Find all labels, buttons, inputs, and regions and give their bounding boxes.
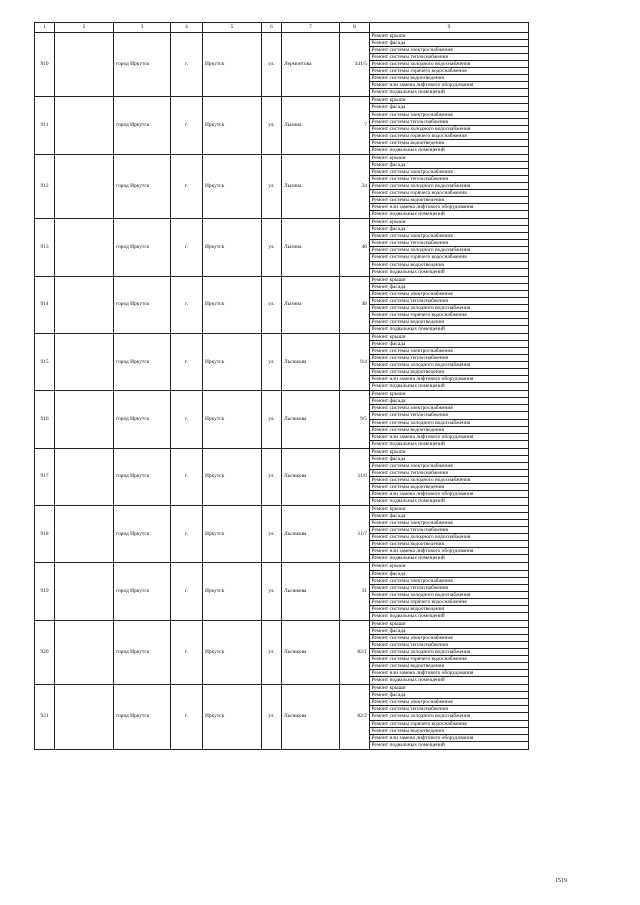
work-item: Ремонт крыши	[370, 97, 528, 104]
table-row	[35, 620, 529, 684]
work-item: Ремонт крыши	[370, 277, 528, 284]
work-item: Ремонт системы горячего водоснабжения	[370, 656, 528, 663]
row-number: 920	[35, 620, 55, 684]
row-town: Иркутск	[203, 685, 262, 749]
work-item: Ремонт фасада	[370, 40, 528, 47]
work-item: Ремонт подвальных помещений	[371, 498, 445, 505]
work-item: Ремонт системы горячего водоснабжения	[370, 68, 528, 75]
row-street-type: ул.	[262, 563, 282, 620]
work-item: Ремонт системы горячего водоснабжения	[370, 721, 528, 728]
row-house-number: 48	[340, 276, 370, 333]
work-item: Ремонт системы горячего водоснабжения	[370, 254, 528, 261]
row-city-type: г.	[171, 391, 203, 448]
work-item: Ремонт подвальных помещений	[371, 555, 445, 562]
column-header-9: 9	[370, 23, 529, 33]
column-header-7: 7	[282, 23, 340, 33]
work-item: Ремонт или замена лифтового оборудования	[370, 548, 528, 555]
work-item: Ремонт подвальных помещений	[371, 677, 445, 684]
row-municipality: город Иркутск	[114, 97, 171, 154]
row-house-number: 46	[340, 219, 370, 276]
work-item: Ремонт или замена лифтового оборудования	[370, 204, 528, 211]
work-item: Ремонт системы электроснабжения	[370, 291, 528, 298]
work-item: Ремонт или замена лифтового оборудования	[370, 82, 528, 89]
row-blank	[55, 219, 114, 276]
column-header-8: 8	[340, 23, 370, 33]
work-item: Ремонт фасада	[370, 226, 528, 233]
row-street: Льсюкова	[282, 685, 340, 749]
work-item: Ремонт системы теплоснабжения	[370, 412, 528, 419]
work-item: Ремонт системы электроснабжения	[370, 463, 528, 470]
row-house-number: 341/5	[340, 33, 370, 97]
work-item: Ремонт подвальных помещений	[371, 211, 445, 218]
work-item: Ремонт системы холодного водоснабжения	[370, 247, 528, 254]
row-street-type: ул.	[262, 97, 282, 154]
work-item: Ремонт системы холодного водоснабжения	[370, 713, 528, 720]
row-blank	[55, 276, 114, 333]
table-row	[35, 154, 529, 218]
row-town: Иркутск	[203, 33, 262, 97]
work-item: Ремонт системы теплоснабжения	[370, 176, 528, 183]
row-blank	[55, 620, 114, 684]
table-row	[35, 219, 529, 276]
row-street: Лызина	[282, 219, 340, 276]
work-item: Ремонт системы горячего водоснабжения	[370, 599, 528, 606]
table-row	[35, 506, 529, 563]
column-header-3: 3	[114, 23, 171, 33]
work-item: Ремонт фасада	[370, 692, 528, 699]
row-works-list	[370, 506, 529, 563]
work-item: Ремонт системы водоотведения	[370, 427, 528, 434]
row-house-number: 11/6	[340, 448, 370, 505]
row-street: Льсюкова	[282, 620, 340, 684]
row-blank	[55, 154, 114, 218]
column-header-1: 1	[35, 23, 55, 33]
work-item: Ремонт фасада	[370, 284, 528, 291]
row-town: Иркутск	[203, 506, 262, 563]
row-city-type: г.	[171, 333, 203, 390]
row-blank	[55, 333, 114, 390]
work-item: Ремонт системы водоотведения	[370, 541, 528, 548]
row-street-type: ул.	[262, 33, 282, 97]
row-municipality: город Иркутск	[114, 506, 171, 563]
row-works-list	[370, 333, 529, 390]
row-house-number: 34	[340, 154, 370, 218]
row-street-type: ул.	[262, 333, 282, 390]
work-item: Ремонт системы электроснабжения	[370, 635, 528, 642]
table-row	[35, 333, 529, 390]
row-works-list	[370, 97, 529, 154]
row-municipality: город Иркутск	[114, 219, 171, 276]
row-number: 911	[35, 97, 55, 154]
row-town: Иркутск	[203, 448, 262, 505]
row-municipality: город Иркутск	[114, 333, 171, 390]
work-item: Ремонт крыши	[370, 621, 528, 628]
row-town: Иркутск	[203, 563, 262, 620]
work-item: Ремонт крыши	[370, 563, 528, 570]
row-number: 913	[35, 219, 55, 276]
work-item: Ремонт крыши	[370, 506, 528, 513]
row-number: 914	[35, 276, 55, 333]
row-street: Льсюкова	[282, 563, 340, 620]
page-number: 1519	[555, 878, 567, 884]
row-house-number: 9/4	[340, 333, 370, 390]
work-item: Ремонт системы горячего водоснабжения	[370, 190, 528, 197]
work-item: Ремонт системы водоотведения	[370, 484, 528, 491]
work-item: Ремонт фасада	[370, 571, 528, 578]
row-street: Льсюкова	[282, 506, 340, 563]
row-street: Льсюкова	[282, 448, 340, 505]
work-item: Ремонт крыши	[370, 155, 528, 162]
work-item: Ремонт системы водоотведения	[370, 262, 528, 269]
work-item: Ремонт системы холодного водоснабжения	[370, 420, 528, 427]
work-item: Ремонт системы электроснабжения	[370, 348, 528, 355]
row-municipality: город Иркутск	[114, 685, 171, 749]
column-number-header-row	[35, 23, 529, 33]
work-item: Ремонт системы электроснабжения	[370, 112, 528, 119]
work-item: Ремонт подвальных помещений	[371, 268, 445, 275]
row-house-number: 7	[340, 97, 370, 154]
row-street-type: ул.	[262, 391, 282, 448]
work-item: Ремонт системы водоотведения	[370, 663, 528, 670]
row-number: 917	[35, 448, 55, 505]
row-city-type: г.	[171, 97, 203, 154]
row-works-list	[370, 276, 529, 333]
row-blank	[55, 506, 114, 563]
row-blank	[55, 563, 114, 620]
work-item: Ремонт системы холодного водоснабжения	[370, 477, 528, 484]
table-body	[35, 33, 529, 750]
work-item: Ремонт подвальных помещений	[371, 440, 445, 447]
work-item: Ремонт или замена лифтового оборудования	[370, 491, 528, 498]
work-item: Ремонт системы водоотведения	[370, 606, 528, 613]
row-blank	[55, 33, 114, 97]
row-number: 918	[35, 506, 55, 563]
row-municipality: город Иркутск	[114, 448, 171, 505]
row-number: 912	[35, 154, 55, 218]
work-item: Ремонт системы теплоснабжения	[370, 119, 528, 126]
table-row	[35, 448, 529, 505]
work-item: Ремонт системы электроснабжения	[370, 520, 528, 527]
work-item: Ремонт системы электроснабжения	[370, 578, 528, 585]
work-item: Ремонт системы холодного водоснабжения	[370, 305, 528, 312]
row-works-list	[370, 33, 529, 97]
table-row	[35, 33, 529, 97]
row-town: Иркутск	[203, 154, 262, 218]
column-header-5: 5	[203, 23, 262, 33]
work-item: Ремонт крыши	[370, 685, 528, 692]
row-works-list	[370, 685, 529, 749]
work-item: Ремонт системы теплоснабжения	[370, 470, 528, 477]
work-item: Ремонт системы холодного водоснабжения	[370, 183, 528, 190]
work-item: Ремонт или замена лифтового оборудования	[370, 376, 528, 383]
row-municipality: город Иркутск	[114, 276, 171, 333]
repair-register-sheet	[34, 22, 529, 750]
row-street: Лермонтова	[282, 33, 340, 97]
row-street: Льсюкова	[282, 333, 340, 390]
work-item: Ремонт крыши	[370, 449, 528, 456]
work-item: Ремонт системы теплоснабжения	[370, 54, 528, 61]
row-city-type: г.	[171, 620, 203, 684]
row-city-type: г.	[171, 154, 203, 218]
table-row	[35, 563, 529, 620]
work-item: Ремонт системы теплоснабжения	[370, 240, 528, 247]
row-blank	[55, 391, 114, 448]
work-item: Ремонт системы водоотведения	[370, 197, 528, 204]
work-item: Ремонт фасада	[370, 398, 528, 405]
work-item: Ремонт подвальных помещений	[371, 383, 445, 390]
work-item: Ремонт крыши	[370, 33, 528, 40]
row-works-list	[370, 391, 529, 448]
work-item: Ремонт крыши	[370, 334, 528, 341]
row-street: Лызина	[282, 276, 340, 333]
work-item: Ремонт или замена лифтового оборудования	[370, 735, 528, 742]
row-works-list	[370, 154, 529, 218]
work-item: Ремонт фасада	[370, 513, 528, 520]
work-item: Ремонт системы водоотведения	[370, 728, 528, 735]
work-item: Ремонт системы холодного водоснабжения	[370, 534, 528, 541]
row-city-type: г.	[171, 219, 203, 276]
work-item: Ремонт фасада	[370, 162, 528, 169]
work-item: Ремонт фасада	[370, 104, 528, 111]
work-item: Ремонт системы электроснабжения	[370, 169, 528, 176]
work-item: Ремонт фасада	[370, 628, 528, 635]
row-blank	[55, 97, 114, 154]
row-street-type: ул.	[262, 620, 282, 684]
work-item: Ремонт фасада	[370, 341, 528, 348]
work-item: Ремонт системы горячего водоснабжения	[370, 133, 528, 140]
work-item: Ремонт или замена лифтового оборудования	[370, 434, 528, 441]
work-item: Ремонт системы холодного водоснабжения	[370, 649, 528, 656]
row-street-type: ул.	[262, 448, 282, 505]
table-row	[35, 97, 529, 154]
work-item: Ремонт системы электроснабжения	[370, 405, 528, 412]
work-item: Ремонт системы водоотведения	[370, 140, 528, 147]
row-street: Лызина	[282, 97, 340, 154]
row-blank	[55, 685, 114, 749]
row-house-number: 31	[340, 563, 370, 620]
row-city-type: г.	[171, 685, 203, 749]
row-number: 915	[35, 333, 55, 390]
row-street-type: ул.	[262, 506, 282, 563]
row-municipality: город Иркутск	[114, 563, 171, 620]
work-item: Ремонт системы электроснабжения	[370, 233, 528, 240]
row-town: Иркутск	[203, 620, 262, 684]
row-city-type: г.	[171, 563, 203, 620]
table-row	[35, 685, 529, 749]
work-item: Ремонт крыши	[370, 219, 528, 226]
table-row	[35, 391, 529, 448]
row-town: Иркутск	[203, 333, 262, 390]
work-item: Ремонт системы холодного водоснабжения	[370, 362, 528, 369]
row-municipality: город Иркутск	[114, 33, 171, 97]
row-house-number: 11/7	[340, 506, 370, 563]
row-street-type: ул.	[262, 219, 282, 276]
row-street-type: ул.	[262, 685, 282, 749]
column-header-6: 6	[262, 23, 282, 33]
row-town: Иркутск	[203, 97, 262, 154]
row-municipality: город Иркутск	[114, 620, 171, 684]
row-number: 921	[35, 685, 55, 749]
work-item: Ремонт системы теплоснабжения	[370, 298, 528, 305]
row-works-list	[370, 620, 529, 684]
work-item: Ремонт подвальных помещений	[371, 741, 445, 748]
work-item: Ремонт подвальных помещений	[371, 89, 445, 96]
work-item: Ремонт крыши	[370, 391, 528, 398]
work-item: Ремонт фасада	[370, 456, 528, 463]
row-municipality: город Иркутск	[114, 391, 171, 448]
work-item: Ремонт системы теплоснабжения	[370, 642, 528, 649]
row-city-type: г.	[171, 506, 203, 563]
row-city-type: г.	[171, 448, 203, 505]
work-item: Ремонт системы теплоснабжения	[370, 585, 528, 592]
work-item: Ремонт системы холодного водоснабжения	[370, 592, 528, 599]
work-item: Ремонт системы теплоснабжения	[370, 355, 528, 362]
work-item: Ремонт системы водоотведения	[370, 75, 528, 82]
row-street: Лызина	[282, 154, 340, 218]
row-town: Иркутск	[203, 391, 262, 448]
row-number: 919	[35, 563, 55, 620]
table-row	[35, 276, 529, 333]
row-number: 910	[35, 33, 55, 97]
row-street-type: ул.	[262, 276, 282, 333]
row-works-list	[370, 563, 529, 620]
row-town: Иркутск	[203, 219, 262, 276]
row-blank	[55, 448, 114, 505]
row-city-type: г.	[171, 276, 203, 333]
work-item: Ремонт системы горячего водоснабжения	[370, 312, 528, 319]
row-works-list	[370, 219, 529, 276]
work-item: Ремонт подвальных помещений	[371, 325, 445, 332]
row-street: Льсюкова	[282, 391, 340, 448]
work-item: Ремонт подвальных помещений	[371, 612, 445, 619]
work-item: Ремонт подвальных помещений	[371, 146, 445, 153]
work-item: Ремонт системы электроснабжения	[370, 47, 528, 54]
work-item: Ремонт или замена лифтового оборудования	[370, 670, 528, 677]
work-item: Ремонт системы водоотведения	[370, 319, 528, 326]
row-city-type: г.	[171, 33, 203, 97]
work-item: Ремонт системы холодного водоснабжения	[370, 61, 528, 68]
row-house-number: 82/2	[340, 685, 370, 749]
work-item: Ремонт системы электроснабжения	[370, 699, 528, 706]
column-header-2: 2	[55, 23, 114, 33]
row-house-number: 82/1	[340, 620, 370, 684]
row-number: 916	[35, 391, 55, 448]
row-works-list	[370, 448, 529, 505]
row-street-type: ул.	[262, 154, 282, 218]
repair-register-table	[34, 22, 529, 750]
work-item: Ремонт системы холодного водоснабжения	[370, 126, 528, 133]
row-municipality: город Иркутск	[114, 154, 171, 218]
column-header-4: 4	[171, 23, 203, 33]
row-house-number: 9/5	[340, 391, 370, 448]
row-town: Иркутск	[203, 276, 262, 333]
work-item: Ремонт системы теплоснабжения	[370, 527, 528, 534]
work-item: Ремонт системы водоотведения	[370, 369, 528, 376]
work-item: Ремонт системы теплоснабжения	[370, 706, 528, 713]
